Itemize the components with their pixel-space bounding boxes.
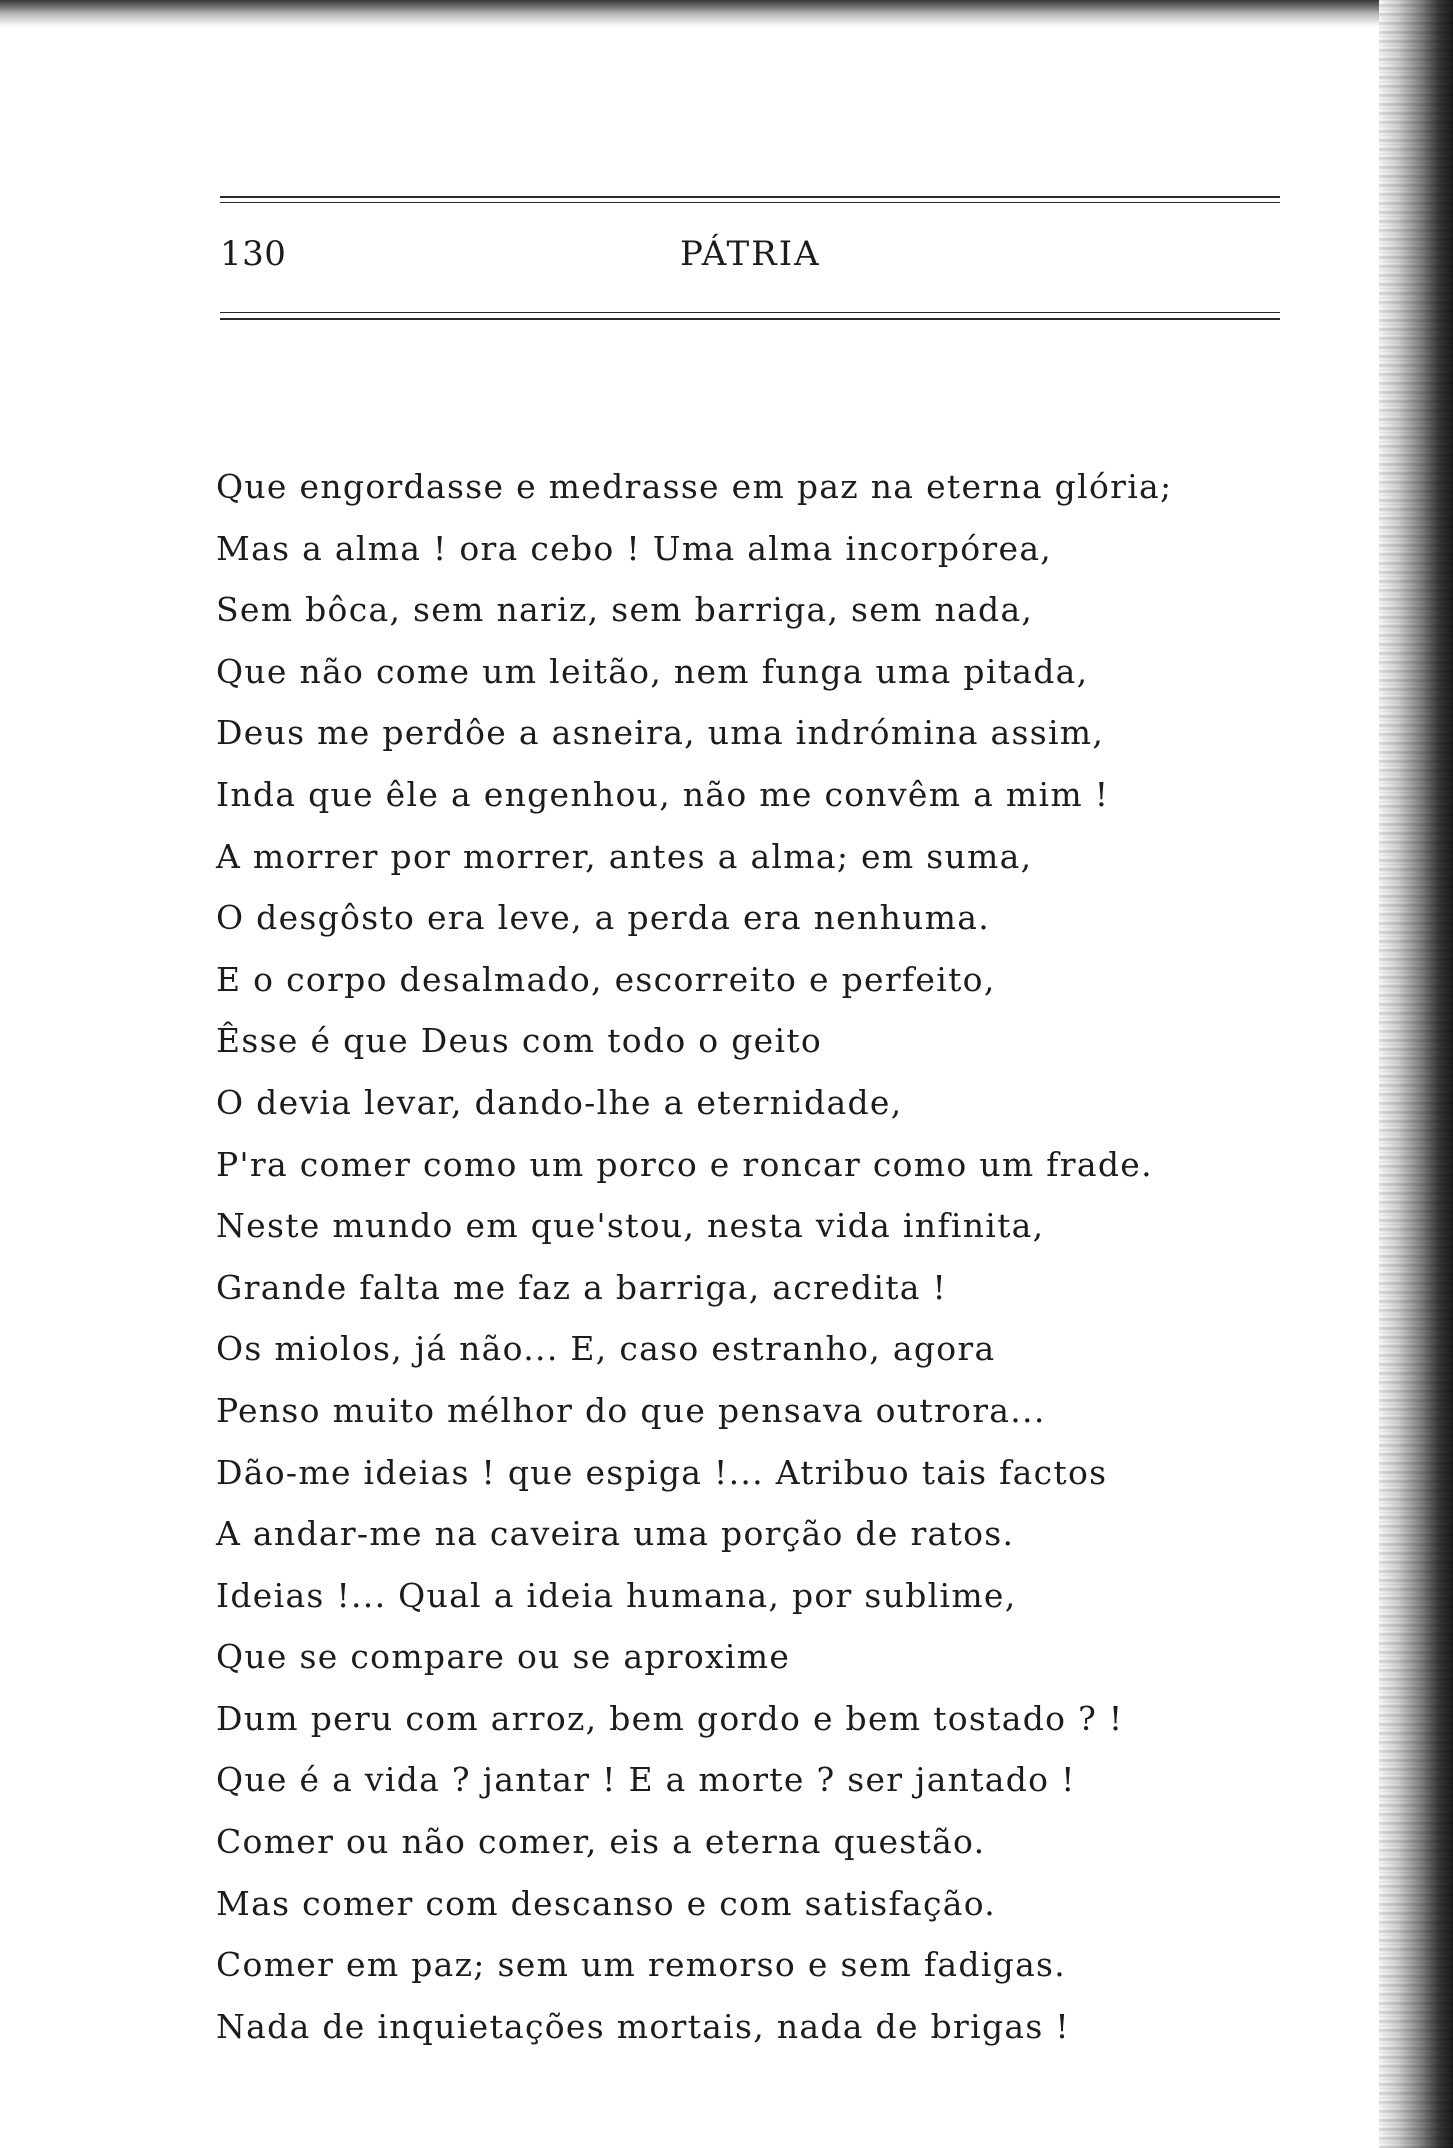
poem-line: O desgôsto era leve, a perda era nenhuma. xyxy=(216,898,991,938)
poem-line: Que é a vida ? jantar ! E a morte ? ser jantado ! xyxy=(216,1760,1076,1800)
poem-line: A morrer por morrer, antes a alma; em suma, xyxy=(216,836,1033,876)
header-rule-bottom xyxy=(220,318,1280,320)
poem-line: Que se compare ou se aproxime xyxy=(216,1637,791,1677)
poem-line: Dão-me ideias ! que espiga !... Atribuo tais factos xyxy=(216,1452,1108,1492)
poem-line: Nada de inquietações mortais, nada de brigas ! xyxy=(216,2006,1070,2046)
poem-line: Inda que êle a engenhou, não me convêm a mim ! xyxy=(216,774,1110,814)
header-rule-top xyxy=(220,196,1280,198)
poem-line: Ideias !... Qual a ideia humana, por sublime, xyxy=(216,1575,1017,1615)
scan-right-edge xyxy=(1379,0,1453,2148)
poem-line: Comer em paz; sem um remorso e sem fadigas. xyxy=(216,1945,1067,1985)
poem-line: P'ra comer como um porco e roncar como um frade. xyxy=(216,1144,1153,1184)
poem-line: Que não come um leitão, nem funga uma pitada, xyxy=(216,651,1089,691)
poem-line: Sem bôca, sem nariz, sem barriga, sem nada, xyxy=(216,590,1034,630)
poem-line: A andar-me na caveira uma porção de ratos. xyxy=(216,1514,1015,1554)
poem-line: Mas a alma ! ora cebo ! Uma alma incorpórea, xyxy=(216,528,1053,568)
poem-line: Êsse é que Deus com todo o geito xyxy=(216,1021,823,1061)
poem-line: Penso muito mélhor do que pensava outrora... xyxy=(216,1390,1046,1430)
header-rule-bottom-inner xyxy=(220,312,1280,313)
poem-line: E o corpo desalmado, escorreito e perfeito, xyxy=(216,959,996,999)
page-number: 130 xyxy=(220,234,287,274)
header-rule-top-inner xyxy=(220,202,1280,203)
poem-line: Mas comer com descanso e com satisfação. xyxy=(216,1883,997,1923)
poem-text xyxy=(216,456,1172,2057)
running-title: PÁTRIA xyxy=(680,234,821,274)
poem-line: Comer ou não comer, eis a eterna questão. xyxy=(216,1822,986,1862)
poem-line: Grande falta me faz a barriga, acredita ! xyxy=(216,1267,948,1307)
poem-line: Os miolos, já não... E, caso estranho, agora xyxy=(216,1329,996,1369)
poem-line: Dum peru com arroz, bem gordo e bem tostado ? ! xyxy=(216,1698,1124,1738)
poem-line: Neste mundo em que'stou, nesta vida infinita, xyxy=(216,1206,1045,1246)
poem-line: Deus me perdôe a asneira, uma indrómina assim, xyxy=(216,713,1105,753)
poem-line: Que engordasse e medrasse em paz na eterna glória; xyxy=(216,467,1173,506)
scan-top-edge xyxy=(0,0,1453,28)
poem-line: O devia levar, dando-lhe a eternidade, xyxy=(216,1082,903,1122)
